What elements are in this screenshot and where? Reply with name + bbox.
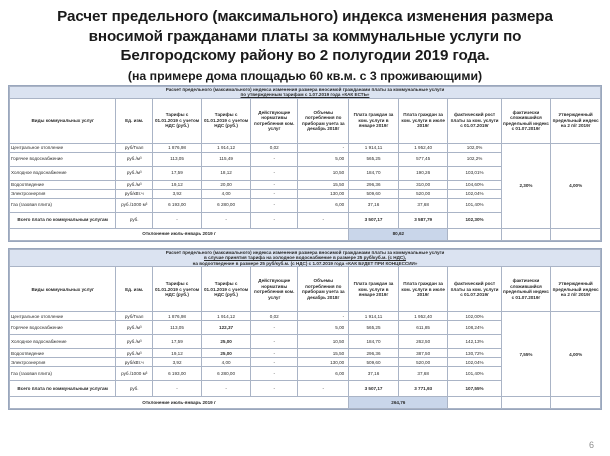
- cell-growth: 108,24%: [448, 321, 501, 335]
- cell-service: Центральное отопление: [10, 312, 116, 321]
- deviation-spacer-growth: [448, 228, 501, 240]
- table-deviation-row: [10, 228, 601, 240]
- cell-growth: 102,00%: [448, 312, 501, 321]
- cell-service: Центральное отопление: [10, 143, 116, 152]
- column-header-actual-index: фактически сложившийся предельный индекс с 01.07.2019г: [501, 267, 551, 312]
- table-concession-grid: [9, 249, 601, 410]
- cell-pay-jan: 37,16: [349, 198, 399, 212]
- cell-tariff-jan: 113,05: [153, 321, 202, 335]
- table-row: [10, 143, 601, 152]
- cell-unit: руб./м³: [116, 166, 153, 180]
- column-header-pay-jan: Плата граждан за ком. услуги в январе 2019г: [349, 267, 399, 312]
- cell-tariff-jul: 18,12: [202, 166, 251, 180]
- cell-service: Холодное водоснабжение: [10, 166, 116, 180]
- deviation-spacer-approved: [551, 397, 601, 409]
- column-header-unit: Ед. изм.: [116, 267, 153, 312]
- cell-unit: руб/Гкал: [116, 143, 153, 152]
- cell-total-pay-jul: 3 587,79: [398, 212, 448, 228]
- cell-volumes: 15,50: [298, 180, 349, 189]
- cell-pay-jan: 509,60: [349, 189, 399, 198]
- cell-total-tariff-jul: -: [202, 212, 251, 228]
- cell-growth: 101,40%: [448, 367, 501, 381]
- cell-pay-jan: 184,70: [349, 335, 399, 349]
- column-header-pay-jul: Плата граждан за ком. услуги в июле 2019г: [398, 267, 448, 312]
- cell-volumes: 10,50: [298, 335, 349, 349]
- cell-pay-jan: 565,25: [349, 152, 399, 166]
- cell-tariff-jan: 6 193,00: [153, 367, 202, 381]
- cell-norms: 0,02: [251, 312, 298, 321]
- cell-growth: 102,04%: [448, 358, 501, 367]
- deviation-label: Отклонение июль-январь 2019 г: [10, 228, 349, 240]
- cell-unit: руб/кВт.ч: [116, 358, 153, 367]
- cell-pay-jul: 387,50: [398, 349, 448, 358]
- table-deviation-row: [10, 397, 601, 409]
- cell-service: Горячее водоснабжение: [10, 321, 116, 335]
- column-header-pay-jan: Плата граждан за ком. услуги в январе 2019г: [349, 98, 399, 143]
- cell-norms: -: [251, 358, 298, 367]
- cell-pay-jul: 262,50: [398, 335, 448, 349]
- page-number: 6: [588, 440, 594, 450]
- cell-pay-jan: 296,36: [349, 349, 399, 358]
- cell-pay-jul: 520,00: [398, 358, 448, 367]
- cell-unit: руб./1000 м³: [116, 198, 153, 212]
- table-row: [10, 312, 601, 321]
- cell-volumes: -: [298, 143, 349, 152]
- cell-service: Газ (газовая плита): [10, 198, 116, 212]
- cell-pay-jul: 310,00: [398, 180, 448, 189]
- cell-tariff-jan: 113,05: [153, 152, 202, 166]
- cell-pay-jan: 184,70: [349, 166, 399, 180]
- cell-service: Горячее водоснабжение: [10, 152, 116, 166]
- page-title-block: [0, 0, 610, 85]
- cell-volumes: 6,00: [298, 367, 349, 381]
- cell-pay-jul: 577,45: [398, 152, 448, 166]
- cell-approved-index: 4,00%: [551, 143, 601, 228]
- cell-tariff-jul: 4,00: [202, 189, 251, 198]
- cell-tariff-jul: 1 914,12: [202, 143, 251, 152]
- cell-tariff-jan: 1 876,98: [153, 143, 202, 152]
- cell-pay-jul: 1 952,40: [398, 312, 448, 321]
- table-as-is-header-row: [10, 98, 601, 143]
- cell-tariff-jan: 19,12: [153, 180, 202, 189]
- cell-total-label: Всего плата по коммунальным услугам: [10, 212, 116, 228]
- cell-tariff-jan: 17,59: [153, 335, 202, 349]
- cell-pay-jan: 565,25: [349, 321, 399, 335]
- cell-service: Электроэнергия: [10, 358, 116, 367]
- cell-growth: 130,72%: [448, 349, 501, 358]
- cell-unit: руб./м³: [116, 349, 153, 358]
- cell-volumes: 5,00: [298, 321, 349, 335]
- cell-norms: -: [251, 152, 298, 166]
- column-header-growth: фактический рост платы за ком. услуги с 01.07.2019г: [448, 267, 501, 312]
- cell-total-growth: 102,30%: [448, 212, 501, 228]
- column-header-tariff-jan: Тарифы с 01.01.2019 с учетом НДС (руб.): [153, 98, 202, 143]
- cell-tariff-jul: 6 280,00: [202, 198, 251, 212]
- cell-volumes: 130,00: [298, 358, 349, 367]
- cell-total-label: Всего плата по коммунальным услугам: [10, 381, 116, 397]
- cell-service: Холодное водоснабжение: [10, 335, 116, 349]
- cell-growth: 102,0%: [448, 143, 501, 152]
- cell-unit: руб./м³: [116, 180, 153, 189]
- cell-unit: руб./м³: [116, 335, 153, 349]
- banner-line-1: Расчет предельного (максимального) индекса изменения размера вносимой гражданами платы за коммунальные услуги: [165, 86, 445, 92]
- cell-tariff-jul: 4,00: [202, 358, 251, 367]
- cell-growth: 142,13%: [448, 335, 501, 349]
- page-subtitle: (на примере дома площадью 60 кв.м. с 3 проживающими): [127, 68, 483, 83]
- cell-volumes: -: [298, 312, 349, 321]
- column-header-tariff-jul: Тарифы с 01.01.2019 с учетом НДС (руб.): [202, 98, 251, 143]
- cell-total-pay-jul: 3 771,93: [398, 381, 448, 397]
- column-header-norms: Действующие нормативы потребления ком. услуг: [251, 267, 298, 312]
- cell-norms: -: [251, 180, 298, 189]
- cell-tariff-jul: 6 280,00: [202, 367, 251, 381]
- cell-pay-jul: 520,00: [398, 189, 448, 198]
- column-header-growth: фактический рост платы за ком. услуги с 01.07.2019г: [448, 98, 501, 143]
- column-header-actual-index: фактически сложившийся предельный индекс с 01.07.2019г: [501, 98, 551, 143]
- cell-tariff-jul: 25,00: [202, 335, 251, 349]
- cell-volumes: 130,00: [298, 189, 349, 198]
- banner-line-2: по утвержденным тарифам с 1.07.2019 года «КАК ЕСТЬ»: [240, 92, 370, 98]
- column-header-tariff-jan: Тарифы с 01.01.2019 с учетом НДС (руб.): [153, 267, 202, 312]
- deviation-value: 264,76: [349, 397, 448, 409]
- cell-total-unit: руб.: [116, 381, 153, 397]
- cell-norms: -: [251, 166, 298, 180]
- cell-growth: 103,01%: [448, 166, 501, 180]
- cell-norms: -: [251, 198, 298, 212]
- cell-service: Водоотведение: [10, 180, 116, 189]
- banner-line-3: на водоотведение в размере 25 руб/куб.м. (с НДС) с 1.07.2019 года «КАК БУДЕТ ПРИ КОНЦЕССИИ»: [192, 260, 418, 266]
- column-header-approved-index: Утвержденный предельный индекс на 2 п/г 2019г: [551, 267, 601, 312]
- cell-actual-index: 7,55%: [501, 312, 551, 397]
- cell-tariff-jul: 25,00: [202, 349, 251, 358]
- deviation-value: 80,62: [349, 228, 448, 240]
- cell-growth: 102,04%: [448, 189, 501, 198]
- cell-pay-jan: 1 914,11: [349, 312, 399, 321]
- cell-total-pay-jan: 3 507,17: [349, 381, 399, 397]
- cell-tariff-jul: 20,00: [202, 180, 251, 189]
- cell-tariff-jan: 3,92: [153, 358, 202, 367]
- deviation-spacer-actual: [501, 228, 551, 240]
- deviation-spacer-growth: [448, 397, 501, 409]
- table-as-is-banner-row: [10, 86, 601, 98]
- cell-tariff-jan: 3,92: [153, 189, 202, 198]
- column-header-service: Виды коммунальных услуг: [10, 267, 116, 312]
- cell-actual-index: 2,30%: [501, 143, 551, 228]
- cell-total-tariff-jul: -: [202, 381, 251, 397]
- cell-total-norms: -: [251, 212, 298, 228]
- cell-total-unit: руб.: [116, 212, 153, 228]
- cell-growth: 102,2%: [448, 152, 501, 166]
- cell-norms: -: [251, 321, 298, 335]
- cell-growth: 104,60%: [448, 180, 501, 189]
- cell-total-tariff-jan: -: [153, 212, 202, 228]
- page-title-line-2: вносимой гражданами платы за коммунальные услуги по: [88, 27, 522, 45]
- cell-volumes: 15,50: [298, 349, 349, 358]
- cell-unit: руб/кВт.ч: [116, 189, 153, 198]
- column-header-approved-index: Утвержденный предельный индекс на 2 п/г 2019г: [551, 98, 601, 143]
- cell-unit: руб./м³: [116, 152, 153, 166]
- cell-pay-jan: 296,36: [349, 180, 399, 189]
- cell-pay-jan: 509,60: [349, 358, 399, 367]
- cell-service: Водоотведение: [10, 349, 116, 358]
- cell-volumes: 5,00: [298, 152, 349, 166]
- cell-tariff-jan: 19,12: [153, 349, 202, 358]
- table-concession-banner: [10, 249, 601, 267]
- column-header-tariff-jul: Тарифы с 01.01.2019 с учетом НДС (руб.): [202, 267, 251, 312]
- cell-unit: руб/Гкал: [116, 312, 153, 321]
- cell-total-tariff-jan: -: [153, 381, 202, 397]
- cell-tariff-jul: 115,49: [202, 152, 251, 166]
- cell-norms: -: [251, 335, 298, 349]
- deviation-label: Отклонение июль-январь 2019 г: [10, 397, 349, 409]
- table-as-is-grid: [9, 86, 601, 241]
- column-header-norms: Действующие нормативы потребления ком. услуг: [251, 98, 298, 143]
- cell-total-growth: 107,55%: [448, 381, 501, 397]
- cell-service: Электроэнергия: [10, 189, 116, 198]
- cell-total-pay-jan: 3 507,17: [349, 212, 399, 228]
- cell-norms: 0,02: [251, 143, 298, 152]
- cell-pay-jul: 190,26: [398, 166, 448, 180]
- table-as-is-banner: [10, 86, 601, 98]
- cell-tariff-jan: 6 193,00: [153, 198, 202, 212]
- deviation-spacer-approved: [551, 228, 601, 240]
- cell-unit: руб./м³: [116, 321, 153, 335]
- cell-pay-jul: 1 952,40: [398, 143, 448, 152]
- cell-tariff-jan: 17,59: [153, 166, 202, 180]
- cell-pay-jul: 37,68: [398, 198, 448, 212]
- table-as-is: [8, 85, 602, 242]
- cell-pay-jan: 37,16: [349, 367, 399, 381]
- cell-norms: -: [251, 349, 298, 358]
- cell-pay-jul: 37,68: [398, 367, 448, 381]
- cell-pay-jan: 1 914,11: [349, 143, 399, 152]
- cell-tariff-jul: 122,37: [202, 321, 251, 335]
- deviation-spacer-actual: [501, 397, 551, 409]
- cell-tariff-jan: 1 876,98: [153, 312, 202, 321]
- cell-norms: -: [251, 189, 298, 198]
- page-title-line-1: Расчет предельного (максимального) индекса изменения размера: [57, 8, 553, 25]
- column-header-unit: Ед. изм.: [116, 98, 153, 143]
- banner-line-2: в случае принятия тарифа на холодное водоснабжение в размере 25 руб/куб.м. (с НДС),: [203, 255, 407, 261]
- column-header-volumes: Объемы потребления по приборам учета за декабрь 2018г: [298, 98, 349, 143]
- column-header-volumes: Объемы потребления по приборам учета за декабрь 2018г: [298, 267, 349, 312]
- cell-tariff-jul: 1 914,12: [202, 312, 251, 321]
- column-header-pay-jul: Плата граждан за ком. услуги в июле 2019г: [398, 98, 448, 143]
- table-concession-header-row: [10, 267, 601, 312]
- banner-line-1: Расчет предельного (максимального) индекса изменения размера вносимой гражданами платы за коммунальные услуги: [165, 249, 445, 255]
- table-concession: [8, 248, 602, 411]
- cell-growth: 101,40%: [448, 198, 501, 212]
- page-title: [18, 7, 592, 66]
- cell-total-volumes: -: [298, 212, 349, 228]
- cell-pay-jul: 611,85: [398, 321, 448, 335]
- cell-unit: руб./1000 м³: [116, 367, 153, 381]
- cell-approved-index: 4,00%: [551, 312, 601, 397]
- cell-service: Газ (газовая плита): [10, 367, 116, 381]
- cell-norms: -: [251, 367, 298, 381]
- column-header-service: Виды коммунальных услуг: [10, 98, 116, 143]
- cell-volumes: 6,00: [298, 198, 349, 212]
- cell-volumes: 10,50: [298, 166, 349, 180]
- cell-total-norms: -: [251, 381, 298, 397]
- cell-total-volumes: -: [298, 381, 349, 397]
- page-title-line-3: Белгородскому району во 2 полугодии 2019 года.: [120, 47, 490, 64]
- table-concession-banner-row: [10, 249, 601, 267]
